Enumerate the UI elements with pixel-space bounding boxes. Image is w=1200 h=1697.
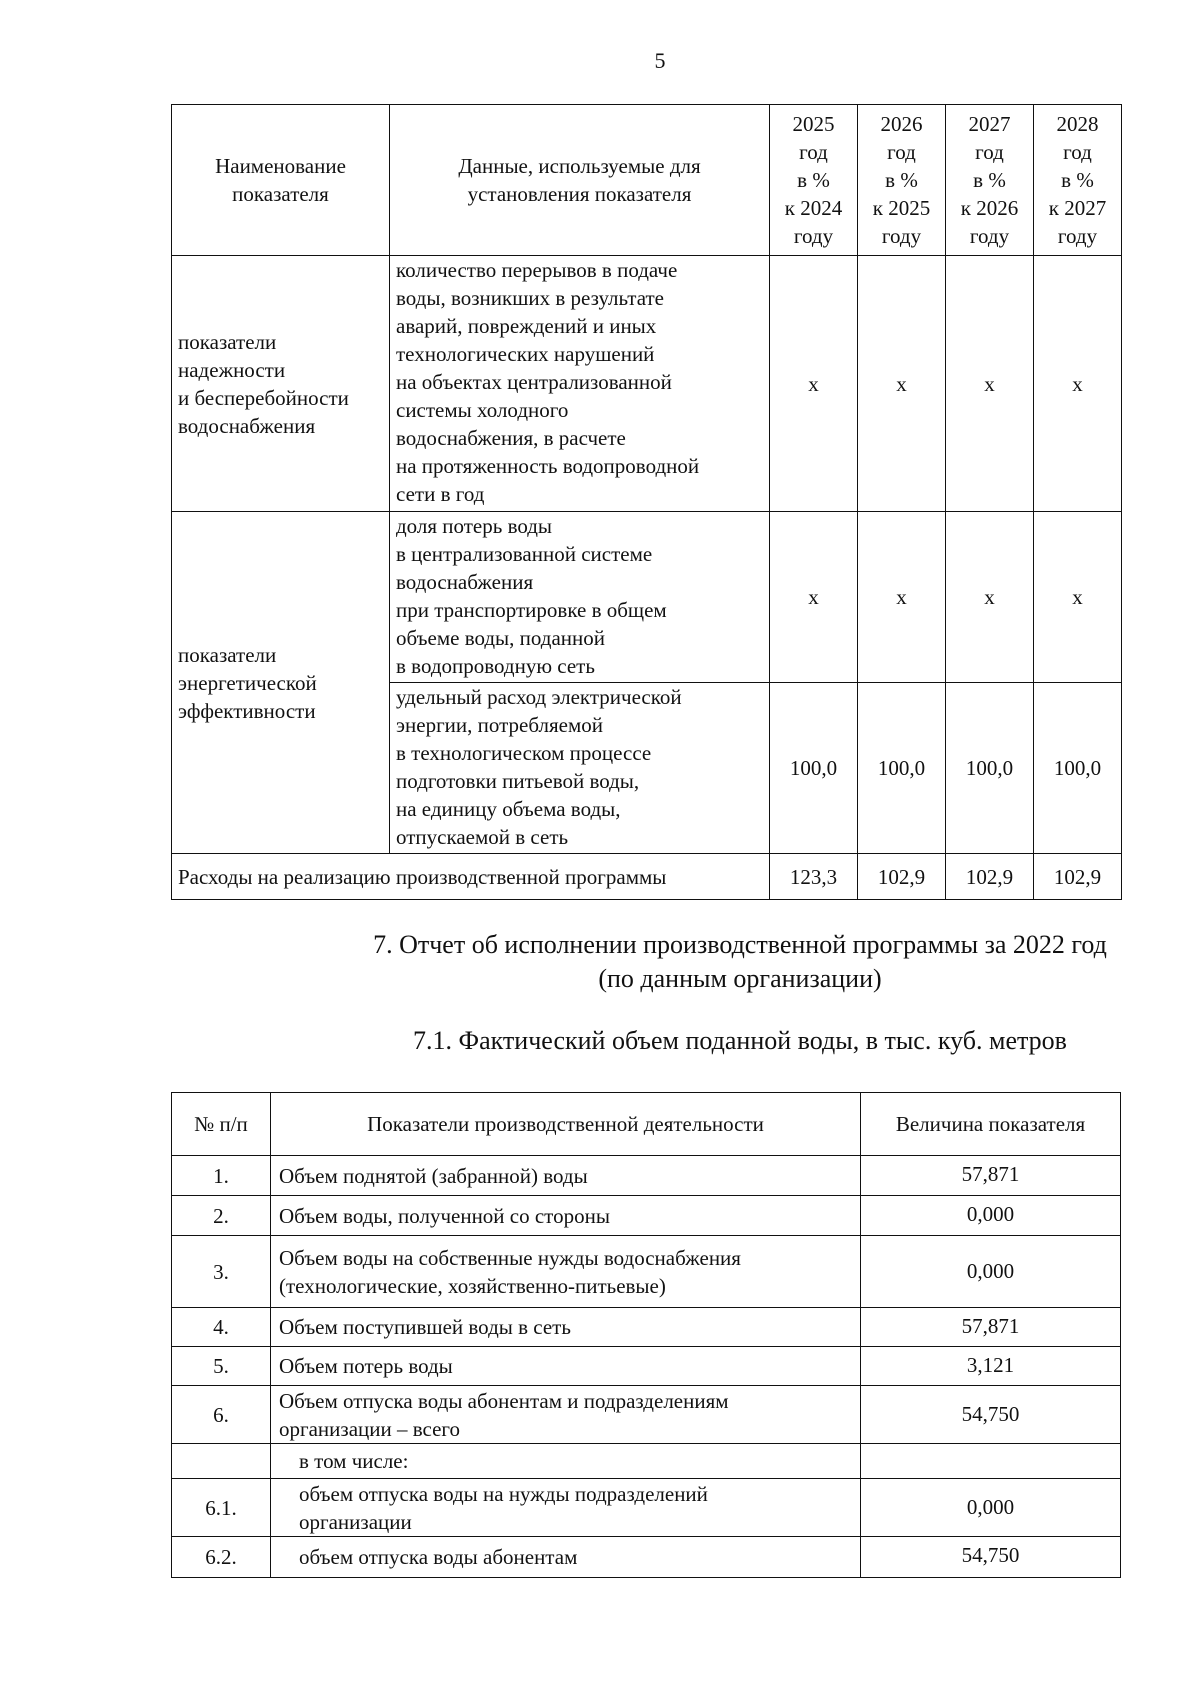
row-num: 5. xyxy=(172,1347,271,1386)
row-value: 3,121 xyxy=(861,1347,1121,1386)
row-num xyxy=(172,1444,271,1479)
row-num: 3. xyxy=(172,1236,271,1308)
energy-electricity-value-2028: 100,0 xyxy=(1034,683,1122,854)
row-label: объем отпуска воды на нужды подразделений организации xyxy=(271,1479,861,1537)
table-row xyxy=(172,1347,1121,1386)
row-num: 4. xyxy=(172,1308,271,1347)
reliability-row xyxy=(172,256,1122,512)
row-label: Объем воды, полученной со стороны xyxy=(271,1196,861,1236)
row-label: Объем поступившей воды в сеть xyxy=(271,1308,861,1347)
total-value-2026: 102,9 xyxy=(858,854,946,900)
energy-losses-value-2025: х xyxy=(770,512,858,683)
reliability-value-2028: х xyxy=(1034,256,1122,512)
row-num: 6.2. xyxy=(172,1537,271,1578)
energy-losses-value-2026: х xyxy=(858,512,946,683)
total-value-2027: 102,9 xyxy=(946,854,1034,900)
row-value: 0,000 xyxy=(861,1196,1121,1236)
subsection-title: 7.1. Фактический объем поданной воды, в тыс. куб. метров xyxy=(413,1026,1067,1055)
row-label: Объем отпуска воды абонентам и подразделениям организации – всего xyxy=(271,1386,861,1444)
reliability-value-2027: х xyxy=(946,256,1034,512)
header-year-2027: 2027 год в % к 2026 году xyxy=(946,105,1034,256)
row-value: 54,750 xyxy=(861,1386,1121,1444)
section-title-line2: (по данным организации) xyxy=(598,964,882,993)
header-year-2025: 2025 год в % к 2024 году xyxy=(770,105,858,256)
row-value: 57,871 xyxy=(861,1308,1121,1347)
table-row xyxy=(172,1479,1121,1537)
table-row xyxy=(172,1196,1121,1236)
table-row xyxy=(172,1308,1121,1347)
header-value: Величина показателя xyxy=(861,1093,1121,1156)
total-row xyxy=(172,854,1122,900)
section-title-line1: 7. Отчет об исполнении производственной программы за 2022 год xyxy=(373,930,1107,959)
row-num: 6.1. xyxy=(172,1479,271,1537)
row-label: Объем потерь воды xyxy=(271,1347,861,1386)
row-value: 57,871 xyxy=(861,1156,1121,1196)
water-volume-header xyxy=(172,1093,1121,1156)
reliability-value-2026: х xyxy=(858,256,946,512)
header-name: Наименование показателя xyxy=(172,105,390,256)
energy-losses-data: доля потерь воды в централизованной системе водоснабжения при транспортировке в общем объеме воды, поданной в водопроводную сеть xyxy=(390,512,770,683)
table-row xyxy=(172,1156,1121,1196)
row-num: 6. xyxy=(172,1386,271,1444)
energy-losses-value-2027: х xyxy=(946,512,1034,683)
row-value: 0,000 xyxy=(861,1479,1121,1537)
header-indicator: Показатели производственной деятельности xyxy=(271,1093,861,1156)
page-number: 5 xyxy=(654,48,666,73)
indicators-table-header xyxy=(172,105,1122,256)
header-year-2028: 2028 год в % к 2027 году xyxy=(1034,105,1122,256)
table-row xyxy=(172,1537,1121,1578)
row-value: 0,000 xyxy=(861,1236,1121,1308)
table-row xyxy=(172,1386,1121,1444)
reliability-name: показатели надежности и бесперебойности водоснабжения xyxy=(172,256,390,512)
energy-row-losses xyxy=(172,512,1122,683)
header-data: Данные, используемые для установления показателя xyxy=(390,105,770,256)
table-row xyxy=(172,1236,1121,1308)
energy-electricity-value-2026: 100,0 xyxy=(858,683,946,854)
total-value-2028: 102,9 xyxy=(1034,854,1122,900)
energy-name: показатели энергетической эффективности xyxy=(172,512,390,854)
energy-electricity-value-2027: 100,0 xyxy=(946,683,1034,854)
reliability-value-2025: х xyxy=(770,256,858,512)
header-year-2026: 2026 год в % к 2025 году xyxy=(858,105,946,256)
row-label: Объем поднятой (забранной) воды xyxy=(271,1156,861,1196)
energy-electricity-value-2025: 100,0 xyxy=(770,683,858,854)
row-num: 1. xyxy=(172,1156,271,1196)
energy-losses-value-2028: х xyxy=(1034,512,1122,683)
row-label: в том числе: xyxy=(271,1444,861,1479)
row-value: 54,750 xyxy=(861,1537,1121,1578)
water-volume-table xyxy=(171,1092,1121,1578)
table-row xyxy=(172,1444,1121,1479)
energy-electricity-data: удельный расход электрической энергии, потребляемой в технологическом процессе подготовки питьевой воды, на единицу объема воды, отпускаемой в сеть xyxy=(390,683,770,854)
row-label: Объем воды на собственные нужды водоснабжения (технологические, хозяйственно-питьевые) xyxy=(271,1236,861,1308)
header-num: № п/п xyxy=(172,1093,271,1156)
total-label: Расходы на реализацию производственной программы xyxy=(172,854,770,900)
row-label: объем отпуска воды абонентам xyxy=(271,1537,861,1578)
row-value xyxy=(861,1444,1121,1479)
row-num: 2. xyxy=(172,1196,271,1236)
reliability-data: количество перерывов в подаче воды, возникших в результате аварий, повреждений и иных технологических нарушений на объектах централизованной системы холодного водоснабжения, в расчете на протяженность водопроводной сети в год xyxy=(390,256,770,512)
indicators-table xyxy=(171,104,1122,900)
total-value-2025: 123,3 xyxy=(770,854,858,900)
